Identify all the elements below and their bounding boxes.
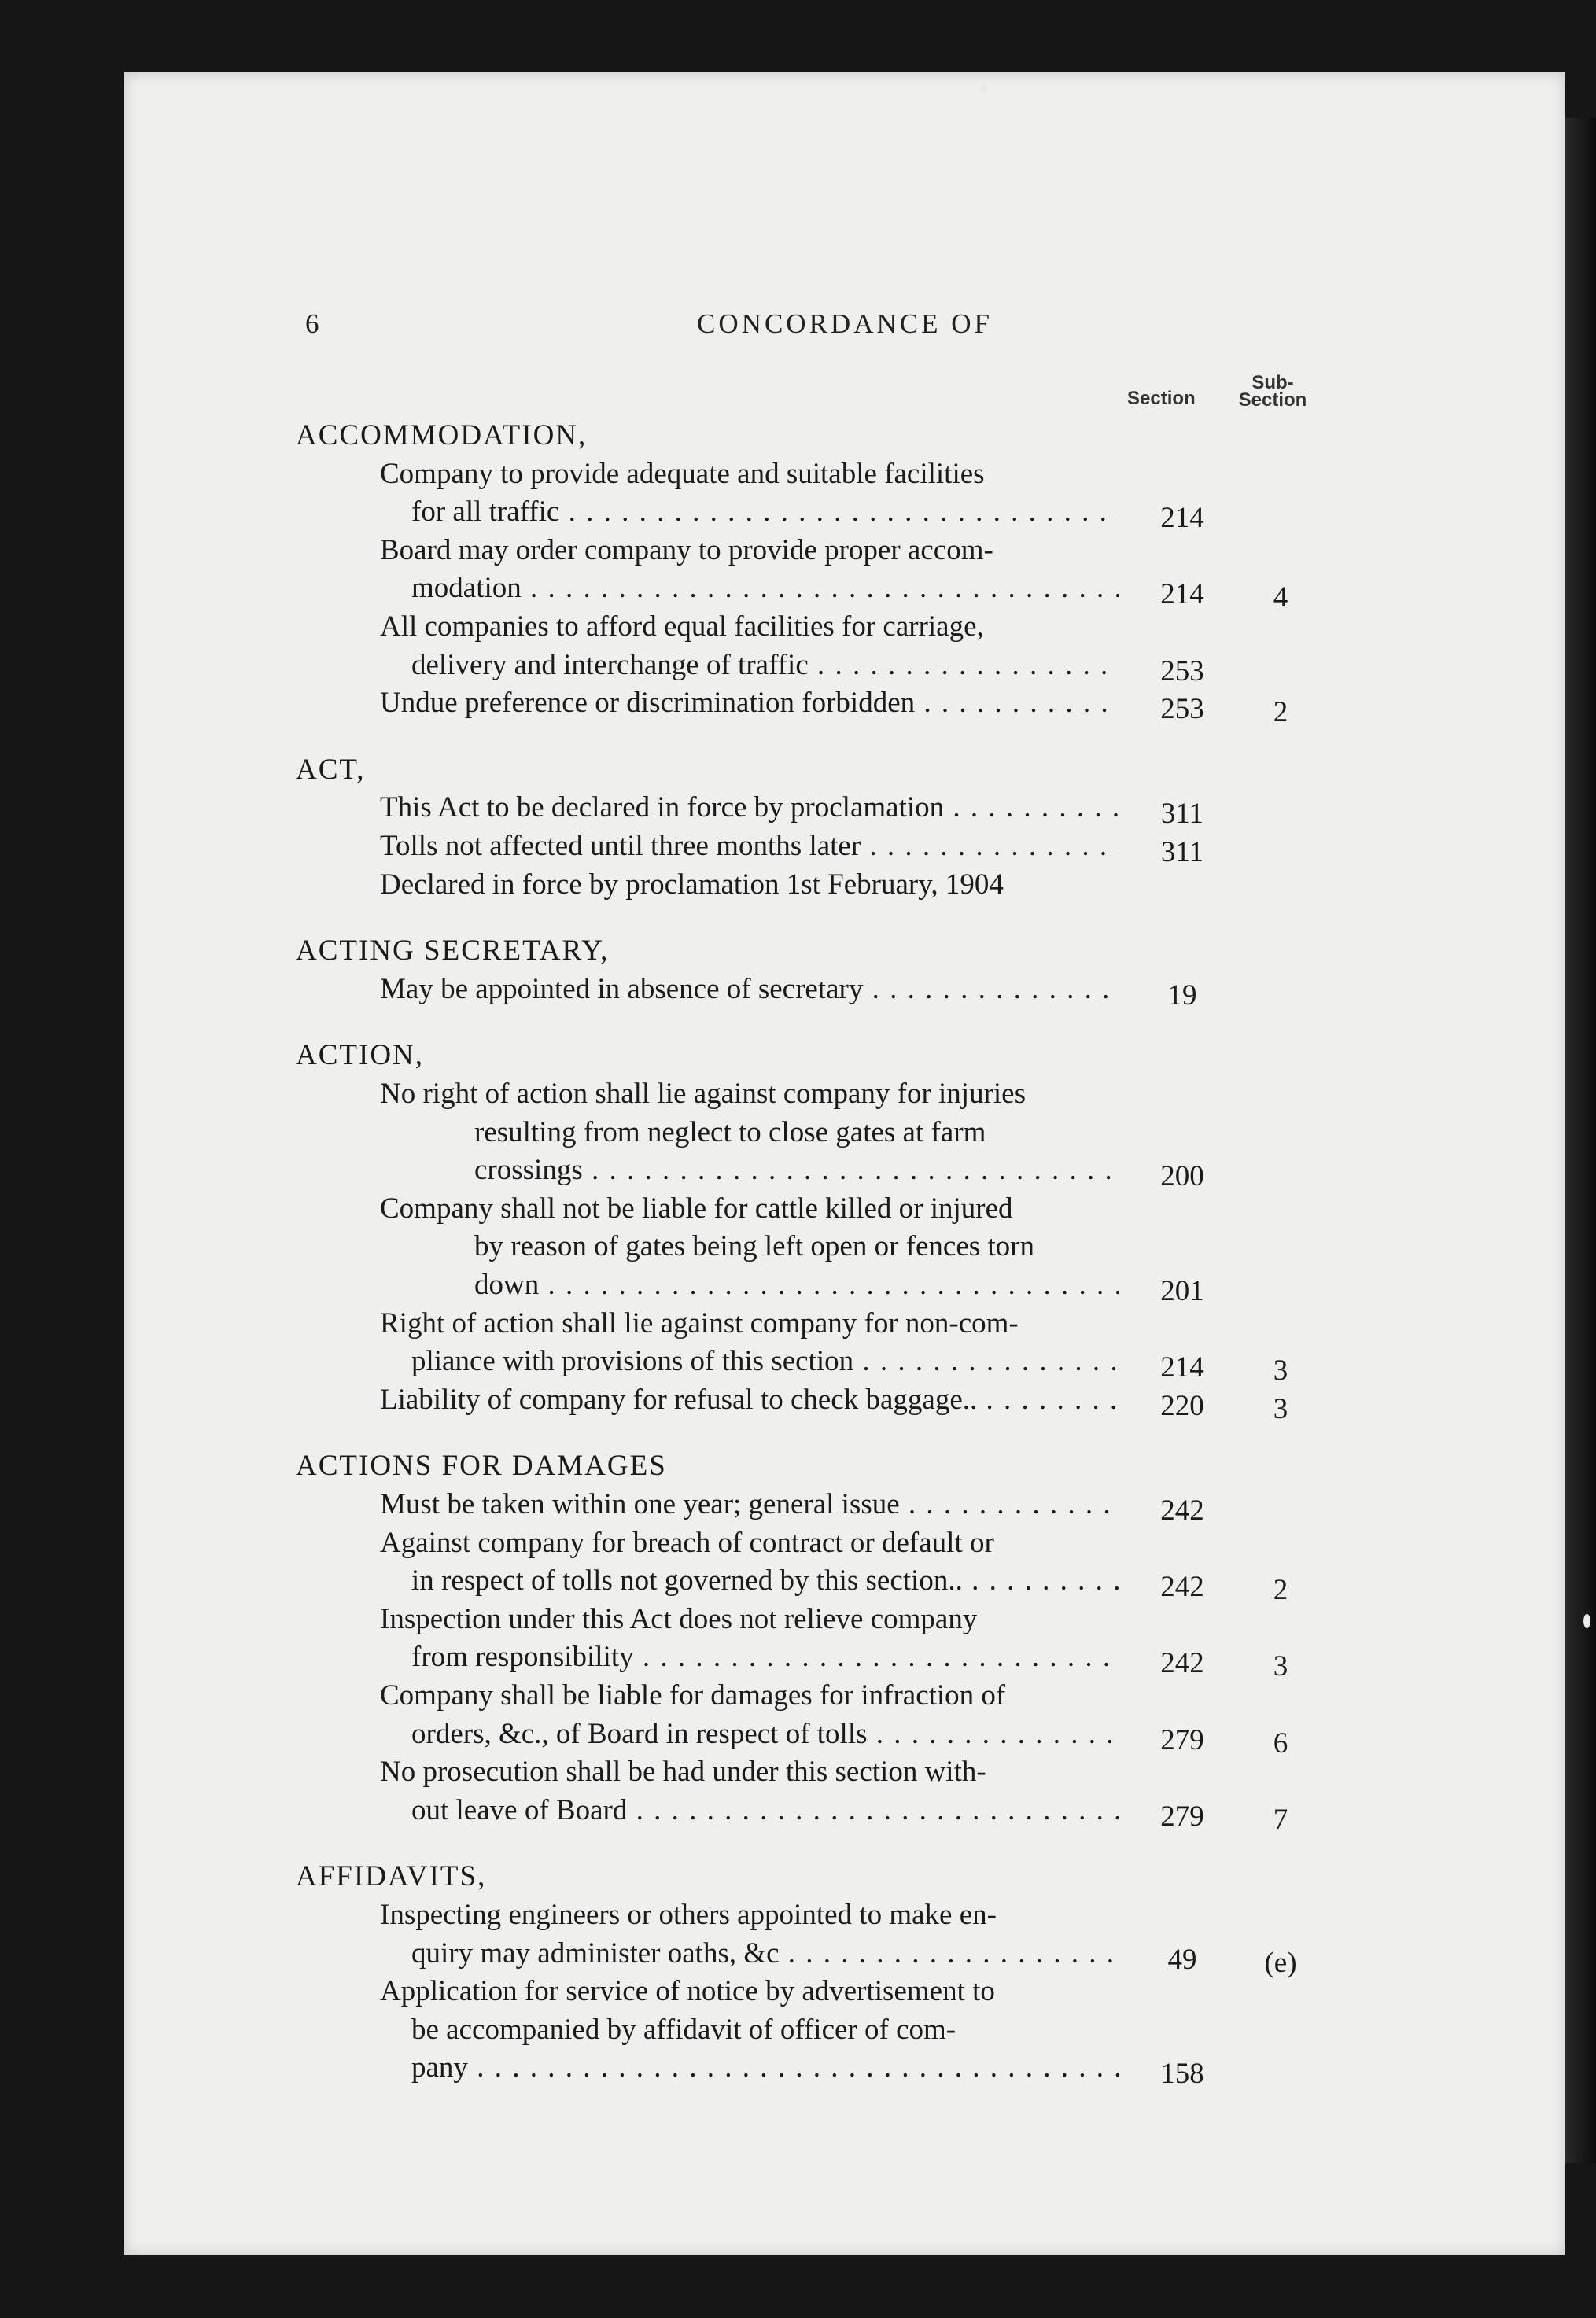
index-entry-line <box>124 1383 1565 1425</box>
subsection-number: 3 <box>1273 1392 1288 1425</box>
index-entry-line <box>124 2051 1565 2091</box>
index-heading: ACTING SECRETARY, <box>296 934 610 967</box>
running-title: CONCORDANCE OF <box>697 308 993 339</box>
subsection-number: 2 <box>1273 1574 1288 1607</box>
entry-text: Inspection under this Act does not relieve company <box>380 1602 978 1635</box>
section-number: 242 <box>1160 1494 1204 1527</box>
entry-text: down . . . <box>474 1268 1119 1302</box>
index-entry-line <box>124 1077 1565 1115</box>
index-entry-line <box>124 686 1565 729</box>
entry-text: Company shall not be liable for cattle killed or injured <box>380 1192 1013 1225</box>
section-number: 200 <box>1160 1160 1204 1193</box>
subsection-number: 7 <box>1273 1803 1288 1836</box>
index-entry-line <box>124 1192 1565 1229</box>
index-entry-line <box>124 1602 1565 1640</box>
section-number: 158 <box>1160 2058 1204 2091</box>
index-heading: ACCOMMODATION, <box>296 419 588 451</box>
section-number: 201 <box>1160 1275 1204 1307</box>
index-entry-line <box>124 1640 1565 1683</box>
index-entry-line <box>124 1974 1565 2012</box>
entry-text: Right of action shall lie against company for non-com- <box>380 1306 1019 1340</box>
subsection-header-line: Section <box>1238 389 1307 411</box>
page-header <box>124 308 1565 356</box>
index-entry-line <box>124 1344 1565 1387</box>
index-entry-line <box>124 1268 1565 1306</box>
entry-text: This Act to be declared in force by proclamation . . . <box>380 790 1119 824</box>
subsection-number: (e) <box>1264 1946 1297 1979</box>
subsection-column-header <box>1226 374 1320 409</box>
entry-text: for all traffic . . . <box>411 495 1119 529</box>
entry-text: quiry may administer oaths, &c . . . <box>411 1937 1119 1970</box>
index-entry-line <box>124 790 1565 831</box>
section-column-header: Section <box>1127 388 1196 409</box>
entry-text: No right of action shall lie against company for injuries <box>380 1078 1026 1110</box>
entry-text: Undue preference or discrimination forbidden . . . <box>380 686 1119 720</box>
index-entry-line <box>124 1306 1565 1344</box>
entry-text: orders, &c., of Board in respect of tolls . . . <box>411 1717 1119 1751</box>
entry-text: May be appointed in absence of secretary . . . <box>380 972 1119 1006</box>
index-entry-line <box>124 495 1565 533</box>
entry-text: be accompanied by affidavit of officer of com- <box>411 2013 956 2046</box>
entry-text: resulting from neglect to close gates at farm <box>474 1115 986 1148</box>
section-number: 242 <box>1160 1647 1204 1680</box>
entry-text: Declared in force by proclamation 1st February, 1904 <box>380 868 1004 901</box>
section-number: 19 <box>1167 978 1197 1012</box>
index-entry-line <box>124 610 1565 647</box>
page-number: 6 <box>305 308 319 339</box>
index-entry-line <box>124 1898 1565 1936</box>
index-entry-line <box>124 1229 1565 1267</box>
index-entry-line <box>124 1153 1565 1191</box>
scan-edge <box>1565 118 1596 2163</box>
subsection-number: 6 <box>1273 1727 1288 1760</box>
index-entry-line <box>124 972 1565 1010</box>
section-number: 311 <box>1160 798 1204 831</box>
entry-text: by reason of gates being left open or fences torn <box>474 1230 1034 1263</box>
index-entry-line <box>124 1564 1565 1607</box>
index-entry-line <box>124 1755 1565 1793</box>
section-number: 214 <box>1160 502 1204 535</box>
entry-text: Company to provide adequate and suitable facilities <box>380 457 985 490</box>
index-entry-line <box>124 1115 1565 1153</box>
index-entry-line <box>124 1937 1565 1979</box>
index-heading: ACTIONS FOR DAMAGES <box>296 1450 667 1483</box>
index-entry-line <box>124 1793 1565 1836</box>
index-entry-line <box>124 1487 1565 1525</box>
entry-text: modation . . . <box>411 571 1119 605</box>
entry-text: No prosecution shall be had under this section with- <box>380 1756 986 1789</box>
entry-text: pany . . . <box>411 2051 1119 2084</box>
section-number: 220 <box>1160 1389 1204 1422</box>
index-heading: ACTION, <box>296 1039 425 1072</box>
index-heading: AFFIDAVITS, <box>296 1860 487 1893</box>
index-heading: ACT, <box>296 753 366 786</box>
entry-text: out leave of Board . . . <box>411 1793 1119 1827</box>
section-number: 279 <box>1160 1800 1204 1833</box>
entry-text: Against company for breach of contract or default or <box>380 1526 994 1559</box>
section-number: 49 <box>1167 1943 1197 1976</box>
entry-text: crossings . . . <box>474 1153 1119 1187</box>
page-blemish <box>1583 1614 1590 1628</box>
index-entry-line <box>124 571 1565 614</box>
subsection-number: 3 <box>1273 1354 1288 1387</box>
entry-text: All companies to afford equal facilities for carriage, <box>380 610 984 643</box>
page-blemish <box>980 85 988 93</box>
entry-text: pliance with provisions of this section . . . <box>411 1344 1119 1378</box>
index-entry-line <box>124 829 1565 867</box>
entry-text: Liability of company for refusal to check baggage.. . . . <box>380 1383 1119 1417</box>
entry-text: Board may order company to provide proper accom- <box>380 533 993 566</box>
entry-text: from responsibility . . . <box>411 1640 1119 1674</box>
section-number: 253 <box>1160 654 1204 687</box>
entry-text: Inspecting engineers or others appointed to make en- <box>380 1899 997 1931</box>
section-number: 214 <box>1160 578 1204 611</box>
book-page <box>124 72 1565 2255</box>
section-number: 253 <box>1160 693 1204 726</box>
entry-text: Company shall be liable for damages for infraction of <box>380 1679 1006 1712</box>
entry-text: delivery and interchange of traffic . . . <box>411 648 1119 682</box>
section-number: 279 <box>1160 1723 1204 1756</box>
index-entry-line <box>124 868 1565 905</box>
subsection-header-line: Sub- <box>1251 372 1294 393</box>
index-entry-line <box>124 2013 1565 2051</box>
index-entry-line <box>124 457 1565 495</box>
section-number: 214 <box>1160 1351 1204 1384</box>
entry-text: Tolls not affected until three months later . . . <box>380 829 1119 863</box>
index-entry-line <box>124 533 1565 571</box>
index-entry-line <box>124 1717 1565 1760</box>
subsection-number: 3 <box>1273 1650 1288 1683</box>
index-entry-line <box>124 1526 1565 1564</box>
subsection-number: 2 <box>1273 696 1288 729</box>
index-entry-line <box>124 1679 1565 1716</box>
entry-text: in respect of tolls not governed by this section.. . . . <box>411 1564 1119 1598</box>
section-number: 311 <box>1160 836 1204 868</box>
entry-text: Application for service of notice by advertisement to <box>380 1975 995 2008</box>
index-entry-line <box>124 648 1565 686</box>
subsection-number: 4 <box>1273 581 1288 614</box>
entry-text: Must be taken within one year; general issue . . . <box>380 1487 1119 1521</box>
section-number: 242 <box>1160 1571 1204 1604</box>
